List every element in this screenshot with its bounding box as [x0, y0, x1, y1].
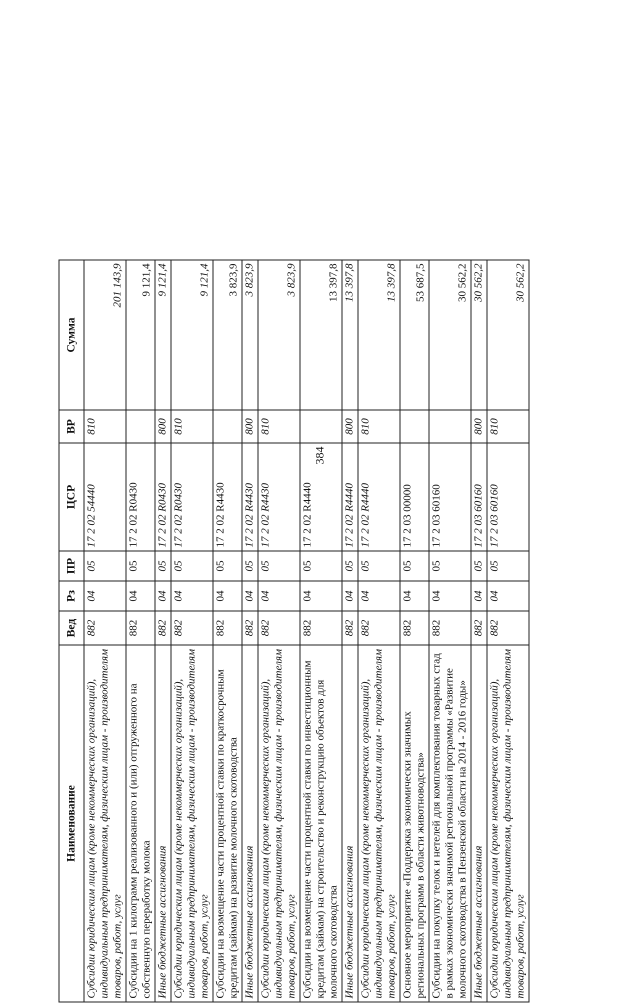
cell-rz: 04: [400, 581, 429, 611]
cell-csr: 17 2 02 54440: [84, 443, 126, 551]
cell-rz: 04: [242, 581, 258, 611]
cell-name: Иные бюджетные ассигнования: [471, 645, 487, 1002]
cell-vr: 810: [84, 410, 126, 443]
header-pr: ПР: [59, 551, 84, 581]
cell-sum: 30 562,2: [487, 260, 529, 410]
cell-ved: 882: [358, 611, 400, 645]
cell-vr: 810: [171, 410, 213, 443]
header-ved: Вед: [59, 611, 84, 645]
table-row: [242, 260, 258, 1002]
cell-csr: 17 2 03 60160: [429, 443, 471, 551]
cell-name: Субсидии юридическим лицам (кроме некоммерческих организаций), индивидуальным предпринимателям, физическим лицам - производителям товаров, работ, услуг: [171, 645, 213, 1002]
cell-sum: 3 823,9: [258, 260, 300, 410]
cell-rz: 04: [213, 581, 242, 611]
cell-pr: 05: [429, 551, 471, 581]
cell-vr: [400, 410, 429, 443]
table-row: [126, 260, 155, 1002]
cell-vr: 810: [358, 410, 400, 443]
cell-pr: 05: [126, 551, 155, 581]
cell-vr: 800: [242, 410, 258, 443]
table-row: [429, 260, 471, 1002]
cell-name: Субсидии юридическим лицам (кроме некоммерческих организаций), индивидуальным предпринимателям, физическим лицам - производителям товаров, работ, услуг: [487, 645, 529, 1002]
cell-sum: 13 397,8: [358, 260, 400, 410]
cell-rz: 04: [487, 581, 529, 611]
table-row: [155, 260, 171, 1002]
table-header-row: [59, 260, 84, 1002]
cell-ved: 882: [342, 611, 358, 645]
cell-vr: 810: [258, 410, 300, 443]
cell-name: Субсидии юридическим лицам (кроме некоммерческих организаций), индивидуальным предпринимателям, физическим лицам - производителям товаров, работ, услуг: [84, 645, 126, 1002]
cell-csr: 17 2 02 R4440: [300, 443, 342, 551]
cell-name: Субсидии на покупку телок и нетелей для комплектования товарных стад в рамках экономически значимой региональной программы «Развитие молочного скотоводства в Пензенской области на 2014 - 2016 годы»: [429, 645, 471, 1002]
cell-vr: [429, 410, 471, 443]
cell-ved: 882: [84, 611, 126, 645]
cell-ved: 882: [300, 611, 342, 645]
cell-csr: 17 2 02 R0430: [155, 443, 171, 551]
header-vr: ВР: [59, 410, 84, 443]
header-rz: Рз: [59, 581, 84, 611]
cell-sum: 9 121,4: [171, 260, 213, 410]
cell-vr: [300, 410, 342, 443]
cell-name: Субсидии на 1 килограмм реализованного и (или) отгруженного на собственную переработку молока: [126, 645, 155, 1002]
cell-csr: 17 2 03 60160: [487, 443, 529, 551]
cell-pr: 05: [213, 551, 242, 581]
cell-sum: 13 397,8: [300, 260, 342, 410]
cell-rz: 04: [358, 581, 400, 611]
header-csr: ЦСР: [59, 443, 84, 551]
cell-ved: 882: [429, 611, 471, 645]
table-row: [258, 260, 300, 1002]
cell-rz: 04: [258, 581, 300, 611]
cell-sum: 3 823,9: [213, 260, 242, 410]
cell-sum: 30 562,2: [471, 260, 487, 410]
cell-ved: 882: [471, 611, 487, 645]
cell-name: Иные бюджетные ассигнования: [242, 645, 258, 1002]
cell-csr: 17 2 02 R4430: [213, 443, 242, 551]
page-number: 384: [312, 446, 327, 465]
cell-vr: [126, 410, 155, 443]
cell-ved: 882: [258, 611, 300, 645]
budget-table: [59, 260, 530, 1003]
cell-csr: 17 2 02 R0430: [171, 443, 213, 551]
cell-ved: 882: [400, 611, 429, 645]
cell-pr: 05: [84, 551, 126, 581]
cell-sum: 53 687,5: [400, 260, 429, 410]
table-row: [84, 260, 126, 1002]
cell-rz: 04: [342, 581, 358, 611]
cell-rz: 04: [84, 581, 126, 611]
cell-pr: 05: [171, 551, 213, 581]
cell-rz: 04: [155, 581, 171, 611]
table-row: [358, 260, 400, 1002]
cell-rz: 04: [429, 581, 471, 611]
cell-pr: 05: [155, 551, 171, 581]
cell-sum: 9 121,4: [126, 260, 155, 410]
cell-csr: 17 2 02 R0430: [126, 443, 155, 551]
cell-ved: 882: [487, 611, 529, 645]
cell-ved: 882: [242, 611, 258, 645]
header-name: Наименование: [59, 645, 84, 1002]
table-row: [171, 260, 213, 1002]
cell-name: Субсидии на возмещение части процентной ставки по инвестиционным кредитам (займам) на строительство и реконструкцию объектов для молочного скотоводства: [300, 645, 342, 1002]
cell-sum: 3 823,9: [242, 260, 258, 410]
table-row: [213, 260, 242, 1002]
cell-ved: 882: [213, 611, 242, 645]
table-row: [400, 260, 429, 1002]
cell-pr: 05: [258, 551, 300, 581]
table-row: [342, 260, 358, 1002]
cell-pr: 05: [342, 551, 358, 581]
cell-csr: 17 2 03 00000: [400, 443, 429, 551]
cell-sum: 201 143,9: [84, 260, 126, 410]
cell-name: Субсидии юридическим лицам (кроме некоммерческих организаций), индивидуальным предпринимателям, физическим лицам - производителям товаров, работ, услуг: [258, 645, 300, 1002]
cell-rz: 04: [300, 581, 342, 611]
cell-pr: 05: [358, 551, 400, 581]
cell-pr: 05: [471, 551, 487, 581]
cell-sum: 13 397,8: [342, 260, 358, 410]
cell-csr: 17 2 03 60160: [471, 443, 487, 551]
table-row: [487, 260, 529, 1002]
cell-csr: 17 2 02 R4440: [342, 443, 358, 551]
cell-sum: 9 121,4: [155, 260, 171, 410]
cell-csr: 17 2 02 R4430: [242, 443, 258, 551]
cell-ved: 882: [126, 611, 155, 645]
cell-vr: 810: [487, 410, 529, 443]
cell-name: Субсидии юридическим лицам (кроме некоммерческих организаций), индивидуальным предпринимателям, физическим лицам - производителям товаров, работ, услуг: [358, 645, 400, 1002]
cell-csr: 17 2 02 R4430: [258, 443, 300, 551]
cell-rz: 04: [171, 581, 213, 611]
cell-name: Субсидии на возмещение части процентной ставки по краткосрочным кредитам (займам) на развитие молочного скотоводства: [213, 645, 242, 1002]
cell-name: Иные бюджетные ассигнования: [155, 645, 171, 1002]
cell-rz: 04: [471, 581, 487, 611]
cell-vr: 800: [471, 410, 487, 443]
cell-ved: 882: [155, 611, 171, 645]
budget-table-rotated: [59, 261, 582, 1003]
cell-pr: 05: [487, 551, 529, 581]
cell-rz: 04: [126, 581, 155, 611]
cell-pr: 05: [242, 551, 258, 581]
cell-name: Основное мероприятие «Поддержка экономически значимых региональных программ в области животноводства»: [400, 645, 429, 1002]
cell-vr: 800: [155, 410, 171, 443]
cell-ved: 882: [171, 611, 213, 645]
cell-pr: 05: [300, 551, 342, 581]
cell-vr: 800: [342, 410, 358, 443]
header-sum: Сумма: [59, 260, 84, 410]
cell-sum: 30 562,2: [429, 260, 471, 410]
cell-vr: [213, 410, 242, 443]
cell-csr: 17 2 02 R4440: [358, 443, 400, 551]
cell-name: Иные бюджетные ассигнования: [342, 645, 358, 1002]
table-row: [300, 260, 342, 1002]
cell-pr: 05: [400, 551, 429, 581]
table-row: [471, 260, 487, 1002]
